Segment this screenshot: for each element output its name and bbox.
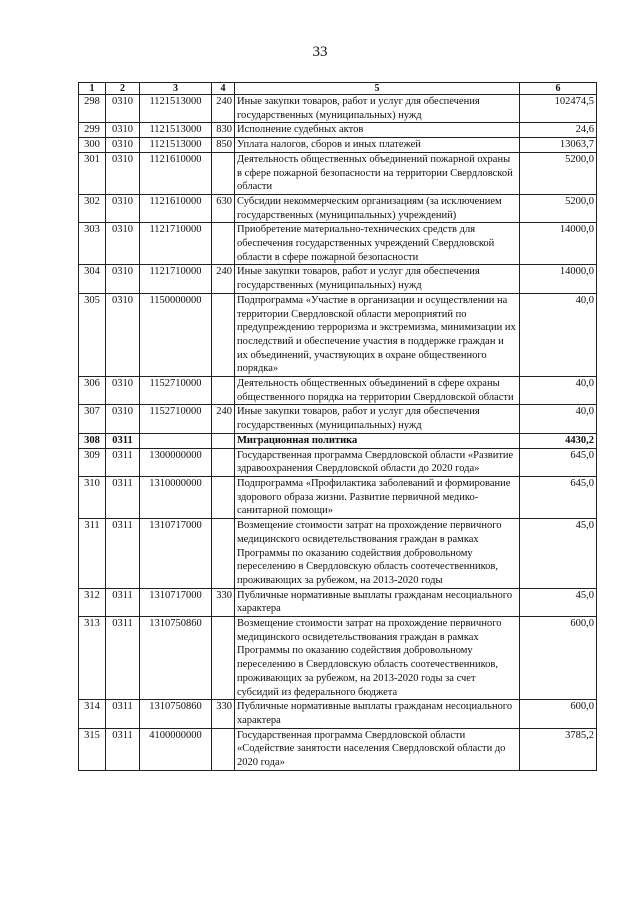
- header-col-4: 4: [212, 83, 235, 95]
- section-code: 0311: [106, 617, 140, 700]
- section-code: 0310: [106, 194, 140, 222]
- budget-table: [78, 82, 597, 771]
- expense-type: 240: [212, 265, 235, 293]
- expense-type: 830: [212, 123, 235, 138]
- row-number: 306: [79, 377, 106, 405]
- amount: 13063,7: [520, 138, 597, 153]
- row-number: 302: [79, 194, 106, 222]
- amount: 600,0: [520, 617, 597, 700]
- section-code: 0310: [106, 123, 140, 138]
- section-code: 0311: [106, 448, 140, 476]
- table-row: [79, 700, 597, 728]
- row-number: 308: [79, 433, 106, 448]
- amount: 5200,0: [520, 194, 597, 222]
- item-name: Приобретение материально-технических средств для обеспечения государственных учреждений Свердловской области в сфере пожарной безопасности: [235, 223, 520, 265]
- row-number: 300: [79, 138, 106, 153]
- target-code: [140, 433, 212, 448]
- item-name: Подпрограмма «Участие в организации и осуществлении на территории Свердловской области мероприятий по предупреждению терроризма и экстремизма, минимизации их последствий и обеспечение участия в поддержке граждан и их объединений, участвующих в охране общественного порядка»: [235, 293, 520, 376]
- target-code: 1152710000: [140, 377, 212, 405]
- amount: 40,0: [520, 377, 597, 405]
- item-name: Возмещение стоимости затрат на прохождение первичного медицинского освидетельствования граждан в рамках Программы по оказанию содействия добровольному переселению в Свердловскую область соотечественников, проживающих за рубежом, на 2013-2020 годы за счет субсидий из федерального бюджета: [235, 617, 520, 700]
- target-code: 1310750860: [140, 617, 212, 700]
- amount: 24,6: [520, 123, 597, 138]
- section-code: 0311: [106, 588, 140, 616]
- amount: 5200,0: [520, 152, 597, 194]
- expense-type: [212, 448, 235, 476]
- expense-type: [212, 293, 235, 376]
- section-code: 0310: [106, 405, 140, 433]
- header-col-1: 1: [79, 83, 106, 95]
- expense-type: 330: [212, 588, 235, 616]
- section-code: 0311: [106, 700, 140, 728]
- section-code: 0310: [106, 223, 140, 265]
- item-name: Деятельность общественных объединений в сфере охраны общественного порядка на территории Свердловской области: [235, 377, 520, 405]
- target-code: 1121710000: [140, 265, 212, 293]
- expense-type: [212, 223, 235, 265]
- row-number: 305: [79, 293, 106, 376]
- table-row: [79, 728, 597, 770]
- target-code: 1310000000: [140, 476, 212, 518]
- table-row: [79, 293, 597, 376]
- amount: 45,0: [520, 519, 597, 589]
- row-number: 307: [79, 405, 106, 433]
- row-number: 298: [79, 95, 106, 123]
- row-number: 313: [79, 617, 106, 700]
- table-row: [79, 588, 597, 616]
- amount: 3785,2: [520, 728, 597, 770]
- target-code: 1310717000: [140, 588, 212, 616]
- amount: 45,0: [520, 588, 597, 616]
- item-name: Деятельность общественных объединений пожарной охраны в сфере пожарной безопасности на территории Свердловской области: [235, 152, 520, 194]
- row-number: 314: [79, 700, 106, 728]
- section-code: 0311: [106, 728, 140, 770]
- header-col-2: 2: [106, 83, 140, 95]
- table-row: [79, 519, 597, 589]
- amount: 40,0: [520, 293, 597, 376]
- table-row: [79, 476, 597, 518]
- table-row: [79, 123, 597, 138]
- row-number: 301: [79, 152, 106, 194]
- expense-type: [212, 728, 235, 770]
- amount: 14000,0: [520, 223, 597, 265]
- table-row: [79, 152, 597, 194]
- table-body: [79, 95, 597, 771]
- target-code: 1310717000: [140, 519, 212, 589]
- item-name: Иные закупки товаров, работ и услуг для обеспечения государственных (муниципальных) нужд: [235, 265, 520, 293]
- table-row: [79, 405, 597, 433]
- target-code: 1121610000: [140, 152, 212, 194]
- expense-type: [212, 377, 235, 405]
- table-row: [79, 377, 597, 405]
- target-code: 1121513000: [140, 95, 212, 123]
- amount: 645,0: [520, 476, 597, 518]
- table-row: [79, 194, 597, 222]
- row-number: 311: [79, 519, 106, 589]
- header-col-5: 5: [235, 83, 520, 95]
- section-code: 0310: [106, 377, 140, 405]
- page-number: 33: [312, 44, 328, 60]
- table-row: [79, 223, 597, 265]
- amount: 102474,5: [520, 95, 597, 123]
- amount: 4430,2: [520, 433, 597, 448]
- item-name: Субсидии некоммерческим организациям (за исключением государственных (муниципальных) учреждений): [235, 194, 520, 222]
- expense-type: 240: [212, 95, 235, 123]
- row-number: 303: [79, 223, 106, 265]
- target-code: 1310750860: [140, 700, 212, 728]
- section-code: 0311: [106, 476, 140, 518]
- item-name: Государственная программа Свердловской области «Содействие занятости населения Свердловской области до 2020 года»: [235, 728, 520, 770]
- amount: 600,0: [520, 700, 597, 728]
- row-number: 299: [79, 123, 106, 138]
- section-code: 0311: [106, 433, 140, 448]
- item-name: Возмещение стоимости затрат на прохождение первичного медицинского освидетельствования граждан в рамках Программы по оказанию содействия добровольному переселению в Свердловскую область соотечественников, проживающих за рубежом, на 2013-2020 годы: [235, 519, 520, 589]
- item-name: Иные закупки товаров, работ и услуг для обеспечения государственных (муниципальных) нужд: [235, 95, 520, 123]
- table-row: [79, 95, 597, 123]
- target-code: 1150000000: [140, 293, 212, 376]
- row-number: 309: [79, 448, 106, 476]
- target-code: 4100000000: [140, 728, 212, 770]
- table-row: [79, 433, 597, 448]
- expense-type: [212, 476, 235, 518]
- item-name: Иные закупки товаров, работ и услуг для обеспечения государственных (муниципальных) нужд: [235, 405, 520, 433]
- item-name: Публичные нормативные выплаты гражданам несоциального характера: [235, 700, 520, 728]
- header-col-6: 6: [520, 83, 597, 95]
- item-name: Уплата налогов, сборов и иных платежей: [235, 138, 520, 153]
- table-row: [79, 448, 597, 476]
- target-code: 1300000000: [140, 448, 212, 476]
- amount: 40,0: [520, 405, 597, 433]
- section-code: 0310: [106, 152, 140, 194]
- section-code: 0310: [106, 265, 140, 293]
- expense-type: [212, 433, 235, 448]
- amount: 645,0: [520, 448, 597, 476]
- expense-type: [212, 519, 235, 589]
- target-code: 1121610000: [140, 194, 212, 222]
- row-number: 304: [79, 265, 106, 293]
- table-row: [79, 138, 597, 153]
- amount: 14000,0: [520, 265, 597, 293]
- target-code: 1121513000: [140, 123, 212, 138]
- expense-type: 330: [212, 700, 235, 728]
- header-col-3: 3: [140, 83, 212, 95]
- table-row: [79, 265, 597, 293]
- section-code: 0310: [106, 293, 140, 376]
- row-number: 310: [79, 476, 106, 518]
- item-name: Подпрограмма «Профилактика заболеваний и формирование здорового образа жизни. Развитие первичной медико-санитарной помощи»: [235, 476, 520, 518]
- section-code: 0310: [106, 138, 140, 153]
- expense-type: 850: [212, 138, 235, 153]
- target-code: 1121513000: [140, 138, 212, 153]
- item-name: Исполнение судебных актов: [235, 123, 520, 138]
- section-code: 0310: [106, 95, 140, 123]
- item-name: Публичные нормативные выплаты гражданам несоциального характера: [235, 588, 520, 616]
- item-name: Государственная программа Свердловской области «Развитие здравоохранения Свердловской области до 2020 года»: [235, 448, 520, 476]
- table-row: [79, 617, 597, 700]
- item-name: Миграционная политика: [235, 433, 520, 448]
- section-code: 0311: [106, 519, 140, 589]
- target-code: 1121710000: [140, 223, 212, 265]
- expense-type: [212, 152, 235, 194]
- expense-type: [212, 617, 235, 700]
- table-header-row: [79, 83, 597, 95]
- expense-type: 240: [212, 405, 235, 433]
- row-number: 315: [79, 728, 106, 770]
- target-code: 1152710000: [140, 405, 212, 433]
- expense-type: 630: [212, 194, 235, 222]
- row-number: 312: [79, 588, 106, 616]
